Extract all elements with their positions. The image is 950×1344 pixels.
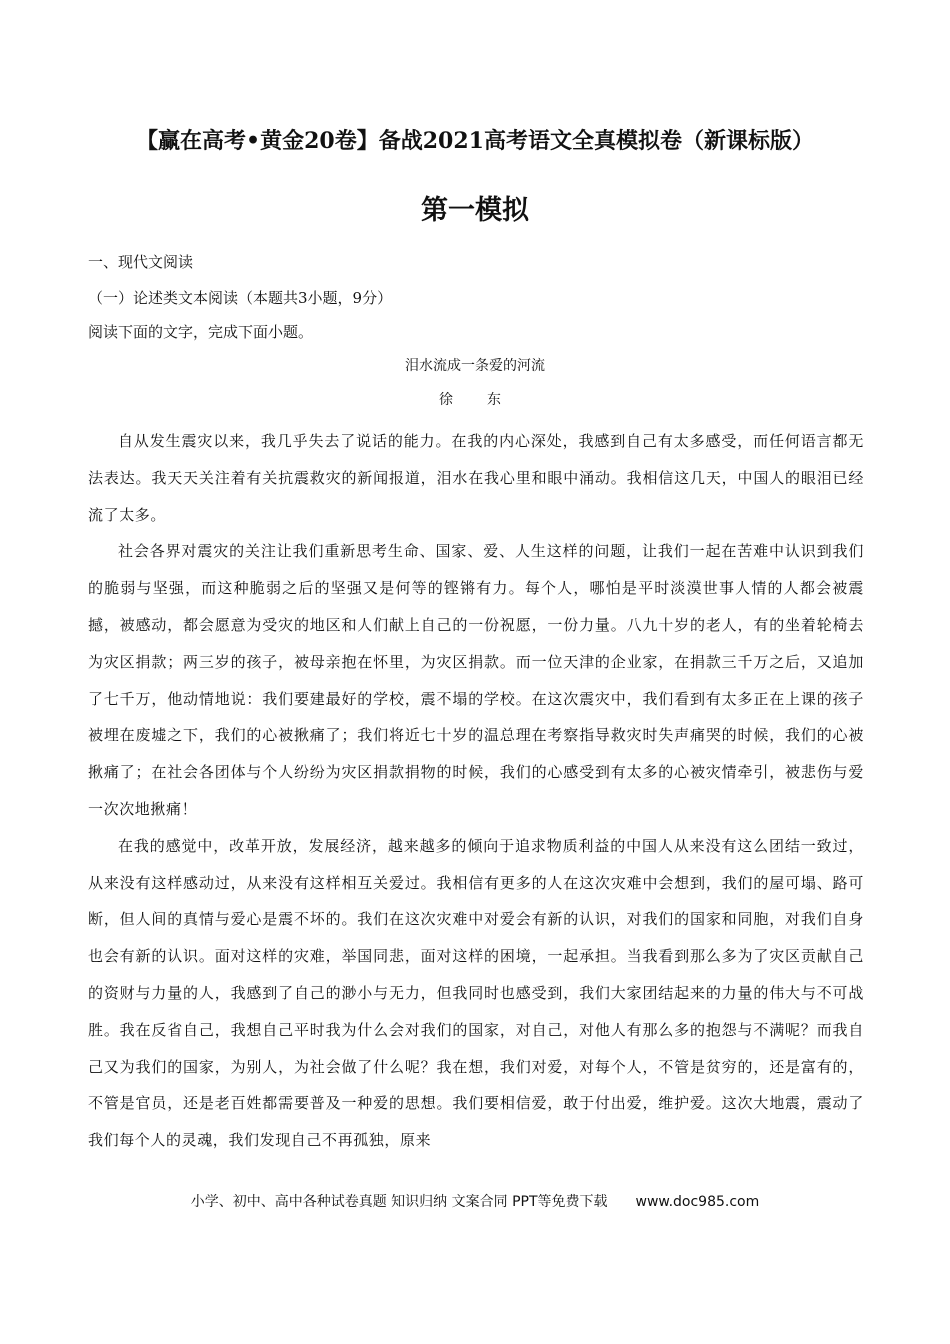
- exam-subtitle: 第一模拟: [421, 195, 529, 226]
- article-body: [88, 423, 864, 1159]
- reading-instruction: 阅读下面的文字，完成下面小题。: [88, 323, 314, 341]
- page-footer: [0, 1191, 950, 1211]
- article-paragraph: 社会各界对震灾的关注让我们重新思考生命、国家、爱、人生这样的问题，让我们一起在苦难中认识到我们的脆弱与坚强，而这种脆弱之后的坚强又是何等的铿锵有力。每个人，哪怕是平时淡漠世事人情的人都会被震撼，被感动，都会愿意为受灾的地区和人们献上自己的一份祝愿，一份力量。八九十岁的老人，有的坐着轮椅去为灾区捐款；两三岁的孩子，被母亲抱在怀里，为灾区捐款。而一位天津的企业家，在捐款三千万之后，又追加了七千万，他动情地说：我们要建最好的学校，震不塌的学校。在这次震灾中，我们看到有太多正在上课的孩子被埋在废墟之下，我们的心被揪痛了；我们将近七十岁的温总理在考察指导救灾时失声痛哭的时候，我们的心被揪痛了；在社会各团体与个人纷纷为灾区捐款捐物的时候，我们的心感受到有太多的心被灾情牵引，被悲伤与爱一次次地揪痛！: [88, 542, 864, 818]
- footer-text: 小学、初中、高中各种试卷真题 知识归纳 文案合同 PPT等免费下载: [190, 1194, 608, 1210]
- subsection-heading: （一）论述类文本阅读（本题共3小题，9分）: [88, 289, 393, 307]
- exam-title: 【赢在高考•黄金20卷】备战2021高考语文全真模拟卷（新课标版）: [136, 128, 814, 154]
- article-title: 泪水流成一条爱的河流: [405, 358, 545, 374]
- article-paragraph: 在我的感觉中，改革开放，发展经济，越来越多的倾向于追求物质利益的中国人从来没有这么团结一致过，从来没有这样感动过，从来没有这样相互关爱过。我相信有更多的人在这次灾难中会想到，我们的屋可塌、路可断，但人间的真情与爱心是震不坏的。我们在这次灾难中对爱会有新的认识，对我们的国家和同胞，对我们自身也会有新的认识。面对这样的灾难，举国同悲，面对这样的困境，一起承担。当我看到那么多为了灾区贡献自己的资财与力量的人，我感到了自己的渺小与无力，但我同时也感受到，我们大家团结起来的力量的伟大与不可战胜。我在反省自己，我想自己平时我为什么会对我们的国家，对自己，对他人有那么多的抱怨与不满呢？而我自己又为我们的国家，为别人，为社会做了什么呢？我在想，我们对爱，对每个人，不管是贫穷的，还是富有的，不管是官员，还是老百姓都需要普及一种爱的思想。我们要相信爱，敢于付出爱，维护爱。这次大地震，震动了我们每个人的灵魂，我们发现自己不再孤独，原来: [88, 836, 864, 1150]
- footer-website: www.doc985.com: [635, 1194, 760, 1210]
- article-paragraph: 自从发生震灾以来，我几乎失去了说话的能力。在我的内心深处，我感到自己有太多感受，而任何语言都无法表达。我天天关注着有关抗震救灾的新闻报道，泪水在我心里和眼中涌动。我相信这几天，中国人的眼泪已经流了太多。: [88, 432, 864, 524]
- article-author: 徐 东: [439, 392, 511, 408]
- section-heading: 一、现代文阅读: [88, 253, 194, 271]
